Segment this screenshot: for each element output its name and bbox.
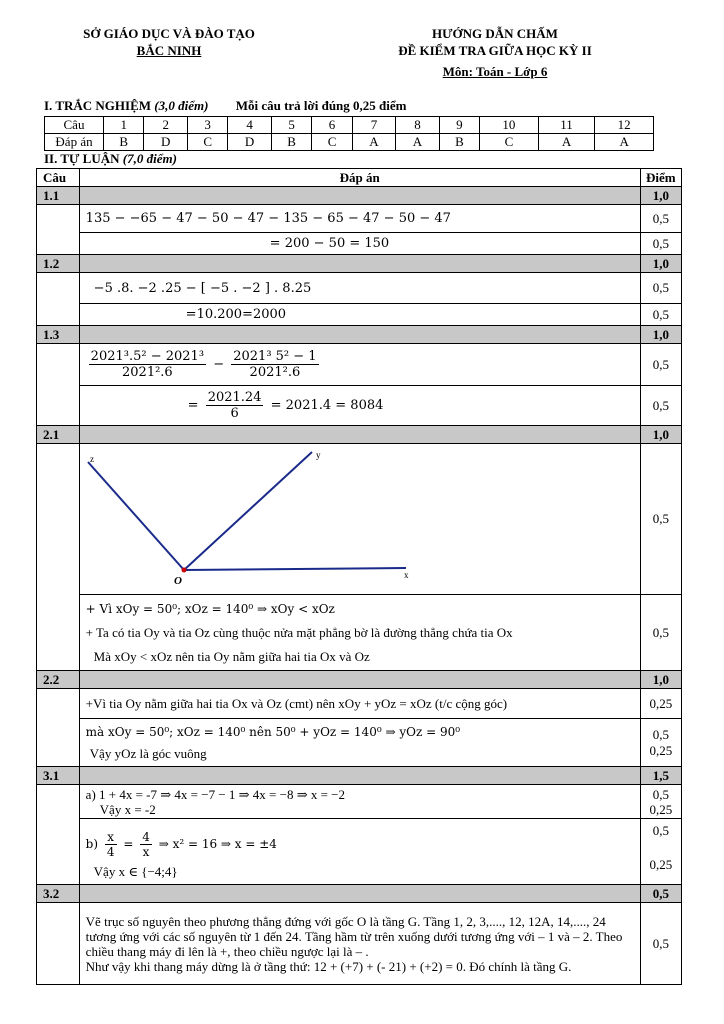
mcq-q: 5 — [271, 117, 311, 134]
operator: = — [187, 398, 199, 413]
part1-heading — [44, 98, 406, 114]
mcq-q: 3 — [187, 117, 227, 134]
operator: = — [123, 836, 134, 851]
answer-line: 135 − −65 − 47 − 50 − 47 − 135 − 65 − 47 − 50 − 47 — [79, 205, 640, 233]
mcq-a: C — [187, 134, 227, 151]
fraction-expression — [79, 344, 640, 386]
mcq-a: A — [352, 134, 395, 151]
answer-row — [37, 719, 682, 767]
mcq-q: 7 — [352, 117, 395, 134]
answer-paragraph: Như vậy khi thang máy dừng là ở tầng thứ: 12 + (+7) + (- 21) + (+2) = 0. Đó chính là tầng G. — [85, 958, 572, 974]
mcq-a: D — [144, 134, 187, 151]
mcq-question-row — [45, 117, 654, 134]
answer-row — [37, 344, 682, 386]
fraction-denominator: 2021².6 — [122, 365, 173, 380]
answer-points: 0,5 — [640, 233, 681, 255]
answer-row — [37, 205, 682, 233]
part2-heading — [44, 151, 177, 167]
answer-line: + Vì xOy = 50⁰; xOz = 140⁰ ⇒ xOy < xOz — [85, 601, 335, 616]
section-total: 1,0 — [640, 255, 681, 273]
answer-points: 0,5 — [652, 786, 669, 802]
section-label: 1.3 — [37, 326, 80, 344]
ray-oy — [184, 452, 312, 570]
part1-points: (3,0 điểm) — [154, 98, 209, 113]
mcq-q: 10 — [480, 117, 539, 134]
label-y: y — [315, 450, 321, 460]
mcq-q: 6 — [312, 117, 352, 134]
mcq-q: 1 — [104, 117, 144, 134]
mcq-answer-table — [44, 116, 654, 151]
section-total: 0,5 — [640, 885, 681, 903]
mcq-q: 9 — [439, 117, 479, 134]
section-row — [37, 885, 682, 903]
exam-title: ĐỀ KIỂM TRA GIỮA HỌC KỲ II — [398, 43, 592, 58]
fraction-denominator: x — [142, 844, 150, 859]
answer-line: Vậy x ∈ {−4;4} — [93, 863, 178, 879]
mcq-a: B — [104, 134, 144, 151]
section-row — [37, 326, 682, 344]
answer-points: 0,5 — [640, 344, 681, 386]
part2-points: (7,0 điểm) — [122, 151, 177, 166]
fraction-numerator: 4 — [142, 829, 150, 844]
section-label: 2.1 — [37, 426, 80, 444]
col-header-diem: Điểm — [640, 169, 681, 187]
answer-row — [37, 273, 682, 304]
label-x: x — [403, 570, 409, 580]
answer-points: 0,25 — [649, 801, 673, 817]
section-total: 1,0 — [640, 187, 681, 205]
section-label: 1.2 — [37, 255, 80, 273]
answer-points: 0,5 — [640, 903, 681, 985]
part2-title: II. TỰ LUẬN — [44, 151, 120, 166]
part1-note: Mỗi câu trả lời đúng 0,25 điểm — [235, 98, 407, 113]
angle-figure — [80, 444, 640, 594]
mcq-a: C — [480, 134, 539, 151]
answer-line: a) 1 + 4x = -7 ⇒ 4x = −7 − 1 ⇒ 4x = −8 ⇒ x = −2 — [85, 786, 346, 802]
mcq-a: A — [595, 134, 654, 151]
mcq-row-label: Câu — [45, 117, 104, 134]
answer-row — [37, 444, 682, 595]
dept-name: SỞ GIÁO DỤC VÀ ĐÀO TẠO — [83, 26, 255, 41]
section-label: 1.1 — [37, 187, 80, 205]
mcq-a: B — [271, 134, 311, 151]
mcq-a: D — [228, 134, 271, 151]
answer-row — [37, 595, 682, 671]
mcq-q: 8 — [396, 117, 439, 134]
answer-line — [86, 824, 640, 864]
answer-line: Vậy yOz là góc vuông — [89, 745, 207, 761]
mcq-a: A — [538, 134, 595, 151]
doc-title: HƯỚNG DẪN CHẤM — [432, 26, 558, 41]
subject-line: Môn: Toán - Lớp 6 — [442, 64, 548, 79]
section-row — [37, 671, 682, 689]
mcq-a: C — [312, 134, 352, 151]
answer-line: Vậy x = -2 — [99, 801, 156, 817]
section-row — [37, 187, 682, 205]
section-row — [37, 255, 682, 273]
answer-row — [37, 819, 682, 885]
col-header-dapan: Đáp án — [79, 169, 640, 187]
answer-points: 0,5 — [640, 273, 681, 304]
section-label: 3.2 — [37, 885, 80, 903]
mcq-row-label: Đáp án — [45, 134, 104, 151]
answer-line: −5 .8. −2 .25 − [ −5 . −2 ] . 8.25 — [79, 273, 640, 304]
answer-points: 0,5 — [652, 726, 669, 742]
section-total: 1,0 — [640, 326, 681, 344]
fraction-numerator: x — [105, 830, 117, 845]
operator: − — [213, 357, 225, 372]
fraction-numerator: 2021³.5² − 2021³ — [90, 349, 205, 364]
mcq-q: 4 — [228, 117, 271, 134]
answer-line: Mà xOy < xOz nên tia Oy nằm giữa hai tia Ox và Oz — [93, 648, 370, 664]
answer-row — [37, 689, 682, 719]
section-total: 1,0 — [640, 426, 681, 444]
answer-points: 0,5 — [640, 304, 681, 326]
result: = 2021.4 = 8084 — [270, 398, 384, 413]
answer-points: 0,5 — [640, 595, 681, 671]
part1-title: I. TRẮC NGHIỆM — [44, 98, 152, 113]
result: ⇒ x² = 16 ⇒ x = ±4 — [158, 836, 277, 851]
answer-row — [37, 386, 682, 426]
answer-row — [37, 903, 682, 985]
answer-line: +Vì tia Oy nằm giữa hai tia Ox và Oz (cmt) nên xOy + yOz = xOz (t/c cộng góc) — [79, 689, 640, 719]
section-label: 3.1 — [37, 767, 80, 785]
answer-line: =10.200=2000 — [79, 304, 640, 326]
section-total: 1,5 — [640, 767, 681, 785]
ray-ox — [184, 568, 406, 570]
answer-points: 0,25 — [649, 857, 673, 872]
answer-points: 0,25 — [640, 689, 681, 719]
fraction-expression — [79, 386, 640, 426]
section-row — [37, 426, 682, 444]
answer-points: 0,5 — [640, 205, 681, 233]
essay-answer-table — [36, 168, 682, 985]
fraction-numerator: 2021³ 5² − 1 — [233, 349, 317, 364]
mcq-q: 12 — [595, 117, 654, 134]
answer-line: + Ta có tia Oy và tia Oz cùng thuộc nửa mặt phẳng bờ là đường thẳng chứa tia Ox — [85, 624, 513, 640]
section-total: 1,0 — [640, 671, 681, 689]
col-header-cau: Câu — [37, 169, 80, 187]
section-label: 2.2 — [37, 671, 80, 689]
section-row — [37, 767, 682, 785]
table-header-row — [37, 169, 682, 187]
label-z: z — [89, 454, 94, 464]
answer-row — [37, 233, 682, 255]
fraction-denominator: 6 — [230, 406, 239, 421]
angle-figure-cell — [79, 444, 640, 595]
fraction-denominator: 4 — [106, 844, 115, 859]
answer-points: 0,5 — [640, 444, 681, 595]
answer-line: mà xOy = 50⁰; xOz = 140⁰ nên 50⁰ + yOz = 140⁰ ⇒ yOz = 90⁰ — [85, 724, 461, 739]
answer-row — [37, 304, 682, 326]
origin-point — [181, 568, 186, 573]
answer-points: 0,25 — [649, 742, 673, 758]
mcq-answer-row — [45, 134, 654, 151]
fraction-numerator: 2021.24 — [207, 390, 262, 405]
ray-oz — [88, 462, 184, 570]
mcq-a: A — [396, 134, 439, 151]
label-o: O — [173, 575, 182, 587]
answer-row — [37, 785, 682, 819]
mcq-q: 11 — [538, 117, 595, 134]
province-name: BẮC NINH — [136, 43, 202, 58]
fraction-denominator: 2021².6 — [249, 365, 301, 380]
mcq-a: B — [439, 134, 479, 151]
item-marker: b) — [85, 836, 99, 851]
answer-line: = 200 − 50 = 150 — [79, 233, 640, 255]
answer-points: 0,5 — [652, 823, 669, 838]
answer-paragraph: Vẽ trục số nguyên theo phương thẳng đứng với gốc O là tầng G. Tầng 1, 2, 3,...., 12, 12A, 14,...., 24 tương ứng với các số nguyên từ 1 đến 24. Tầng hầm từ trên xuống dưới tương ứng với – 1 và – 2. Theo chiều thang máy đi lên là +, theo chiều ngược lại là – . — [85, 913, 623, 959]
mcq-q: 2 — [144, 117, 187, 134]
answer-points: 0,5 — [640, 386, 681, 426]
